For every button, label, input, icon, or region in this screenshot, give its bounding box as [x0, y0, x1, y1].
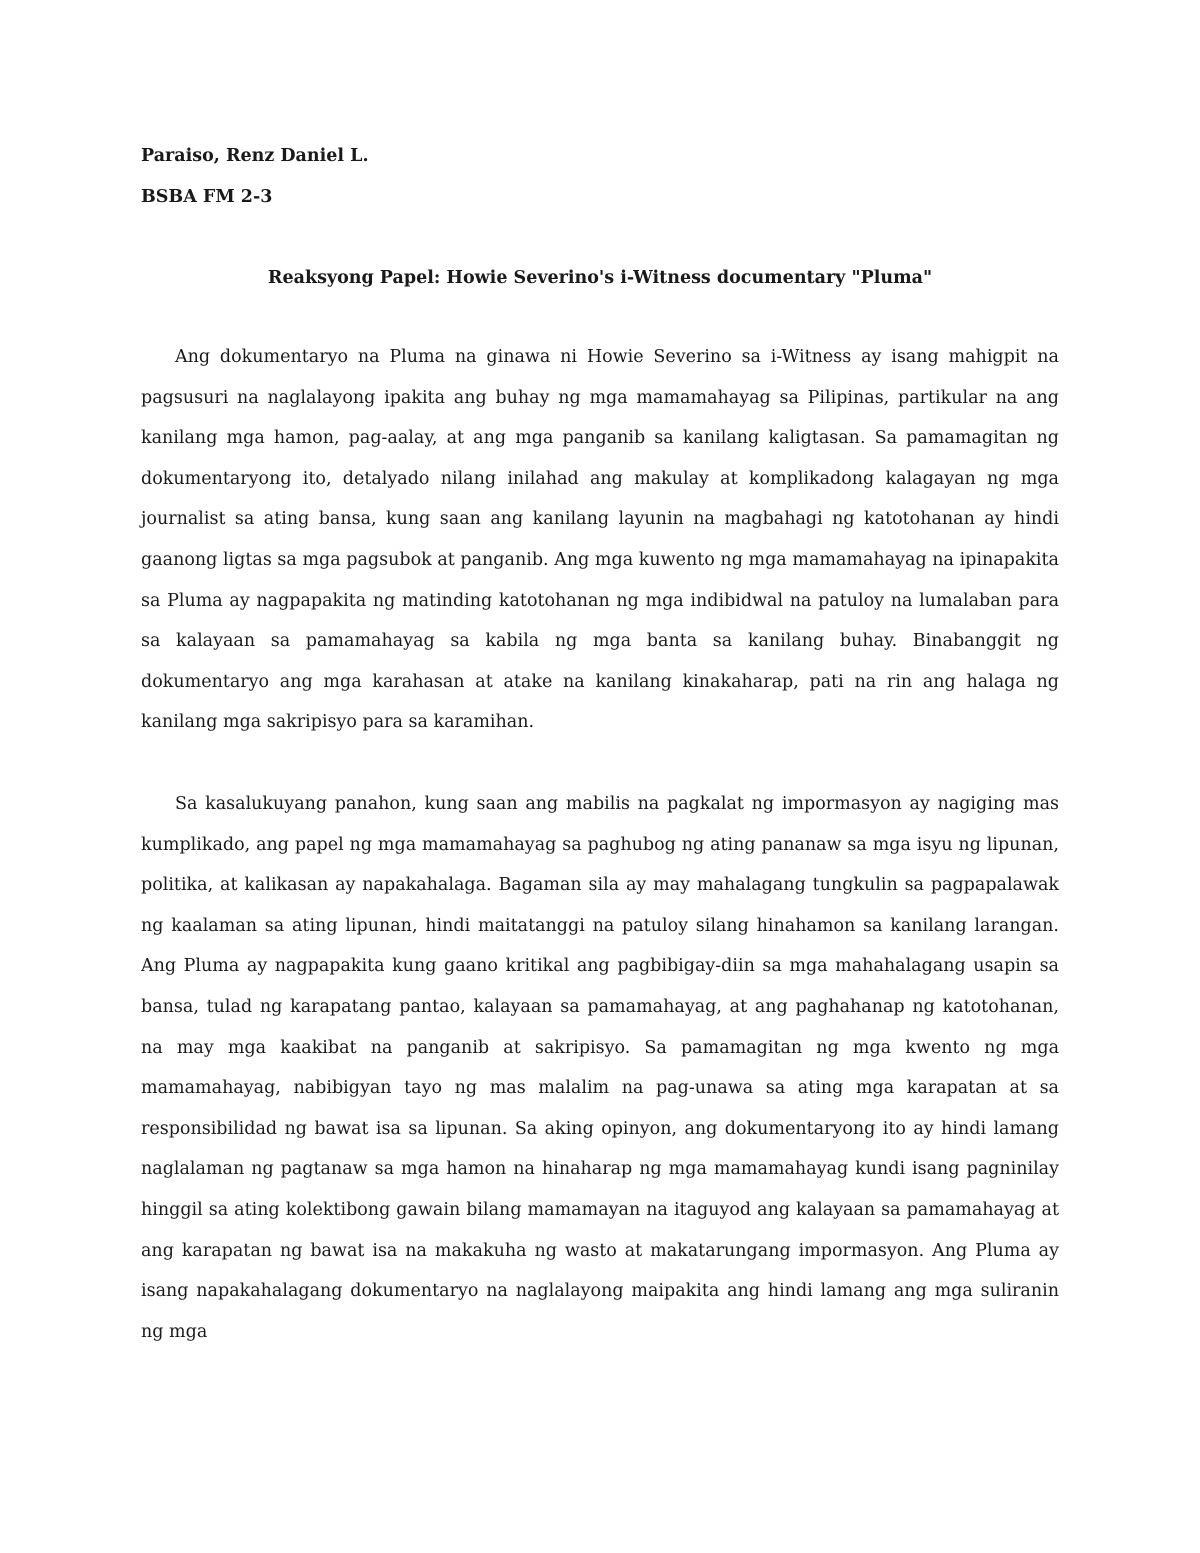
- paragraph-2: Sa kasalukuyang panahon, kung saan ang mabilis na pagkalat ng impormasyon ay nagiging mas kumplikado, ang papel ng mga mamamahayag sa paghubog ng ating pananaw sa mga isyu ng lipunan, politika, at kalikasan ay napakahalaga. Bagaman sila ay may mahalagang tungkulin sa pagpapalawak ng kaalaman sa ating lipunan, hindi maitatanggi na patuloy silang hinahamon sa kanilang larangan. Ang Pluma ay nagpapakita kung gaano kritikal ang pagbibigay-diin sa mga mahahalagang usapin sa bansa, tulad ng karapatang pantao, kalayaan sa pamamahayag, at ang paghahanap ng katotohanan, na may mga kaakibat na panganib at sakripisyo. Sa pamamagitan ng mga kwento ng mga mamamahayag, nabibigyan tayo ng mas malalim na pag-unawa sa ating mga karapatan at sa responsibilidad ng bawat isa sa lipunan. Sa aking opinyon, ang dokumentaryong ito ay hindi lamang naglalaman ng pagtanaw sa mga hamon na hinaharap ng mga mamamahayag kundi isang pagninilay hinggil sa ating kolektibong gawain bilang mamamayan na itaguyod ang kalayaan sa pamamahayag at ang karapatan ng bawat isa na makakuha ng wasto at makatarungang impormasyon. Ang Pluma ay isang napakahalagang dokumentaryo na naglalayong maipakita ang hindi lamang ang mga suliranin ng mga: [141, 794, 1059, 1342]
- author-name: Paraiso, Renz Daniel L.: [141, 146, 369, 166]
- course-section: BSBA FM 2-3: [141, 187, 273, 207]
- document-title: Reaksyong Papel: Howie Severino's i-Witness documentary "Pluma": [267, 268, 933, 288]
- paragraph-1: Ang dokumentaryo na Pluma na ginawa ni Howie Severino sa i-Witness ay isang mahigpit na pagsusuri na naglalayong ipakita ang buhay ng mga mamamahayag sa Pilipinas, partikular na ang kanilang mga hamon, pag-aalay, at ang mga panganib sa kanilang kaligtasan. Sa pamamagitan ng dokumentaryong ito, detalyado nilang inilahad ang makulay at komplikadong kalagayan ng mga journalist sa ating bansa, kung saan ang kanilang layunin na magbahagi ng katotohanan ay hindi gaanong ligtas sa mga pagsubok at panganib. Ang mga kuwento ng mga mamamahayag na ipinapakita sa Pluma ay nagpapakita ng matinding katotohanan ng mga indibidwal na patuloy na lumalaban para sa kalayaan sa pamamahayag sa kabila ng mga banta sa kanilang buhay. Binabanggit ng dokumentaryo ang mga karahasan at atake na kanilang kinakaharap, pati na rin ang halaga ng kanilang mga sakripisyo para sa karamihan.: [141, 347, 1059, 733]
